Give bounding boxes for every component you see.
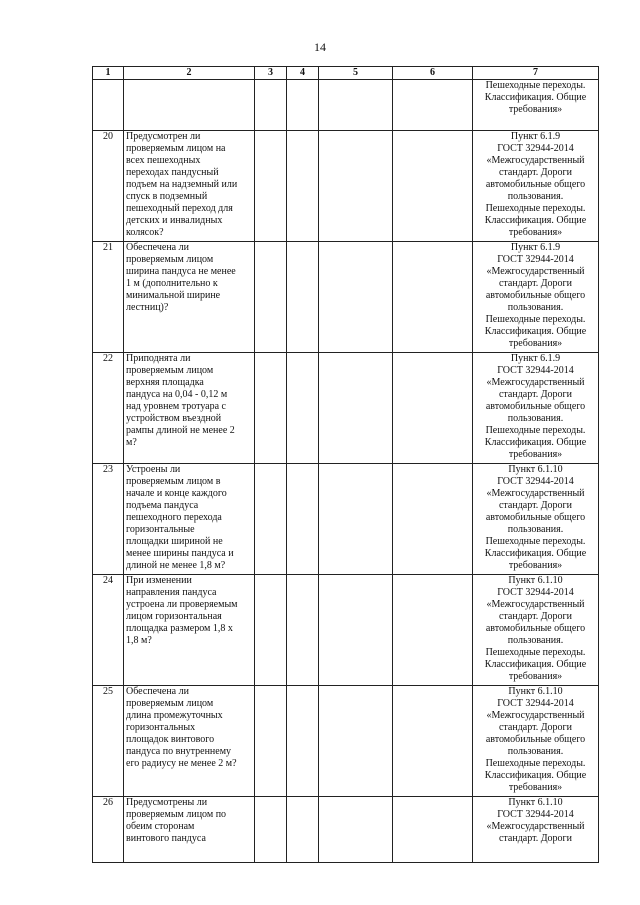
requirement-line: Пешеходные переходы. — [485, 314, 586, 325]
question-line: ширина пандуса не менее — [126, 266, 236, 277]
requirement-line: Пункт 6.1.9 — [510, 131, 561, 142]
question-cell — [124, 464, 255, 575]
question-line: 1 м (дополнительно к — [126, 278, 218, 289]
question-line: всех пешеходных — [126, 155, 201, 166]
requirement-cell — [473, 464, 599, 575]
requirement-line: требования» — [508, 227, 563, 238]
requirement-line: автомобильные общего — [485, 290, 586, 301]
empty-cell — [255, 353, 287, 464]
empty-cell — [319, 686, 393, 797]
table-row — [93, 131, 599, 242]
requirement-line: Классификация. Общие — [484, 548, 587, 559]
question-line: Предусмотрен ли — [126, 131, 201, 142]
requirement-cell — [473, 353, 599, 464]
requirement-line: ГОСТ 32944-2014 — [497, 809, 574, 820]
table-row — [93, 242, 599, 353]
requirement-line: Пункт 6.1.9 — [510, 353, 561, 364]
question-line: рампы длиной не менее 2 — [126, 425, 235, 436]
row-number: 22 — [93, 353, 124, 464]
question-line: При изменении — [126, 575, 192, 586]
requirement-line: требования» — [508, 782, 563, 793]
requirement-line: Классификация. Общие — [484, 770, 587, 781]
empty-cell — [287, 80, 319, 131]
question-line: Обеспечена ли — [126, 686, 189, 697]
empty-cell — [319, 575, 393, 686]
question-line: длиной не менее 1,8 м? — [126, 560, 226, 571]
requirement-line: Классификация. Общие — [484, 437, 587, 448]
requirement-line: пользования. — [507, 746, 564, 757]
header-cell: 3 — [255, 67, 287, 80]
question-cell — [124, 80, 255, 131]
requirement-line: требования» — [508, 338, 563, 349]
requirement-line: «Межгосударственный — [486, 821, 585, 832]
requirement-line: ГОСТ 32944-2014 — [497, 476, 574, 487]
empty-cell — [393, 131, 473, 242]
empty-cell — [287, 131, 319, 242]
question-line: площадок винтового — [126, 734, 215, 745]
table-row — [93, 797, 599, 863]
requirement-cell — [473, 80, 599, 131]
row-number: 24 — [93, 575, 124, 686]
requirement-line: стандарт. Дороги — [498, 833, 572, 844]
empty-cell — [393, 575, 473, 686]
question-cell — [124, 131, 255, 242]
question-cell — [124, 242, 255, 353]
question-line: подъем на надземный или — [126, 179, 238, 190]
empty-cell — [287, 575, 319, 686]
question-line: проверяемым лицом в — [126, 476, 221, 487]
requirement-line: «Межгосударственный — [486, 155, 585, 166]
empty-cell — [287, 797, 319, 863]
requirement-line: требования» — [508, 560, 563, 571]
question-line: Предусмотрены ли — [126, 797, 208, 808]
question-line: подъема пандуса — [126, 500, 199, 511]
empty-cell — [255, 797, 287, 863]
header-cell: 2 — [124, 67, 255, 80]
question-line: пандуса по внутреннему — [126, 746, 232, 757]
header-cell: 1 — [93, 67, 124, 80]
requirement-line: пользования. — [507, 413, 564, 424]
requirement-line: Классификация. Общие — [484, 326, 587, 337]
requirement-line: автомобильные общего — [485, 623, 586, 634]
empty-cell — [255, 242, 287, 353]
requirement-line: стандарт. Дороги — [498, 722, 572, 733]
empty-cell — [393, 80, 473, 131]
empty-cell — [319, 797, 393, 863]
requirement-line: Пункт 6.1.10 — [508, 686, 563, 697]
question-line: над уровнем тротуара с — [126, 401, 226, 412]
requirement-line: ГОСТ 32944-2014 — [497, 254, 574, 265]
question-line: Устроены ли — [126, 464, 181, 475]
empty-cell — [319, 80, 393, 131]
empty-cell — [255, 686, 287, 797]
checklist-table — [92, 66, 599, 863]
question-line: спуск в подземный — [126, 191, 208, 202]
empty-cell — [287, 686, 319, 797]
requirement-cell — [473, 797, 599, 863]
requirement-line: ГОСТ 32944-2014 — [497, 143, 574, 154]
requirement-line: пользования. — [507, 524, 564, 535]
requirement-line: Пешеходные переходы. — [485, 536, 586, 547]
requirement-line: требования» — [508, 671, 563, 682]
header-cell: 4 — [287, 67, 319, 80]
row-number: 25 — [93, 686, 124, 797]
row-number: 21 — [93, 242, 124, 353]
question-cell — [124, 353, 255, 464]
empty-cell — [255, 575, 287, 686]
empty-cell — [255, 131, 287, 242]
question-line: начале и конце каждого — [126, 488, 227, 499]
question-line: площадка размером 1,8 х — [126, 623, 233, 634]
question-line: пешеходный переход для — [126, 203, 233, 214]
requirement-line: стандарт. Дороги — [498, 278, 572, 289]
requirement-line: «Межгосударственный — [486, 599, 585, 610]
row-number: 20 — [93, 131, 124, 242]
requirement-line: Пешеходные переходы. — [485, 80, 586, 91]
question-line: устройством въездной — [126, 413, 222, 424]
question-line: устроена ли проверяемым — [126, 599, 238, 610]
question-line: проверяемым лицом по — [126, 809, 227, 820]
requirement-line: стандарт. Дороги — [498, 500, 572, 511]
requirement-line: Пункт 6.1.9 — [510, 242, 561, 253]
empty-cell — [393, 797, 473, 863]
question-line: винтового пандуса — [126, 833, 206, 844]
row-number: 26 — [93, 797, 124, 863]
requirement-line: пользования. — [507, 635, 564, 646]
question-line: м? — [126, 437, 137, 448]
question-cell — [124, 686, 255, 797]
requirement-line: пользования. — [507, 191, 564, 202]
row-number: 23 — [93, 464, 124, 575]
question-line: горизонтальные — [126, 524, 195, 535]
empty-cell — [319, 131, 393, 242]
empty-cell — [287, 242, 319, 353]
empty-cell — [319, 242, 393, 353]
question-line: его радиусу не менее 2 м? — [126, 758, 237, 769]
question-line: пандуса на 0,04 - 0,12 м — [126, 389, 228, 400]
requirement-line: Пешеходные переходы. — [485, 425, 586, 436]
row-number — [93, 80, 124, 131]
question-line: обеим сторонам — [126, 821, 195, 832]
empty-cell — [393, 464, 473, 575]
requirement-line: «Межгосударственный — [486, 377, 585, 388]
question-line: колясок? — [126, 227, 164, 238]
requirement-line: Классификация. Общие — [484, 659, 587, 670]
requirement-line: Пункт 6.1.10 — [508, 464, 563, 475]
requirement-line: автомобильные общего — [485, 401, 586, 412]
requirement-line: ГОСТ 32944-2014 — [497, 365, 574, 376]
requirement-line: стандарт. Дороги — [498, 167, 572, 178]
requirement-line: автомобильные общего — [485, 512, 586, 523]
question-line: 1,8 м? — [126, 635, 152, 646]
question-line: минимальной ширине — [126, 290, 221, 301]
question-line: лестниц)? — [126, 302, 169, 313]
requirement-line: автомобильные общего — [485, 179, 586, 190]
requirement-cell — [473, 131, 599, 242]
empty-cell — [319, 353, 393, 464]
requirement-line: «Межгосударственный — [486, 488, 585, 499]
question-line: лицом горизонтальная — [126, 611, 222, 622]
requirement-line: требования» — [508, 104, 563, 115]
empty-cell — [393, 686, 473, 797]
requirement-line: ГОСТ 32944-2014 — [497, 587, 574, 598]
empty-cell — [319, 464, 393, 575]
header-cell: 6 — [393, 67, 473, 80]
requirement-cell — [473, 242, 599, 353]
question-line: пешеходного перехода — [126, 512, 222, 523]
requirement-cell — [473, 686, 599, 797]
header-row — [93, 67, 599, 80]
requirement-line: пользования. — [507, 302, 564, 313]
question-line: горизонтальных — [126, 722, 196, 733]
requirement-line: Пункт 6.1.10 — [508, 797, 563, 808]
table-row — [93, 353, 599, 464]
requirement-line: «Межгосударственный — [486, 710, 585, 721]
requirement-line: ГОСТ 32944-2014 — [497, 698, 574, 709]
question-line: длина промежуточных — [126, 710, 223, 721]
requirement-line: стандарт. Дороги — [498, 389, 572, 400]
empty-cell — [255, 80, 287, 131]
requirement-line: Пешеходные переходы. — [485, 758, 586, 769]
question-line: менее ширины пандуса и — [126, 548, 234, 559]
requirement-line: «Межгосударственный — [486, 266, 585, 277]
requirement-line: Классификация. Общие — [484, 92, 587, 103]
empty-cell — [393, 242, 473, 353]
empty-cell — [287, 464, 319, 575]
question-line: верхняя площадка — [126, 377, 204, 388]
question-cell — [124, 797, 255, 863]
question-line: площадки шириной не — [126, 536, 223, 547]
requirement-line: Пункт 6.1.10 — [508, 575, 563, 586]
requirement-line: Пешеходные переходы. — [485, 647, 586, 658]
header-cell: 5 — [319, 67, 393, 80]
question-line: детских и инвалидных — [126, 215, 223, 226]
question-cell — [124, 575, 255, 686]
question-line: проверяемым лицом — [126, 698, 214, 709]
requirement-line: автомобильные общего — [485, 734, 586, 745]
question-line: проверяемым лицом — [126, 365, 214, 376]
continuation-row — [93, 80, 599, 131]
requirement-cell — [473, 575, 599, 686]
empty-cell — [393, 353, 473, 464]
page-number: 14 — [314, 40, 326, 54]
requirement-line: Пешеходные переходы. — [485, 203, 586, 214]
table-row — [93, 575, 599, 686]
question-line: переходах пандусный — [126, 167, 219, 178]
question-line: направления пандуса — [126, 587, 217, 598]
requirement-line: стандарт. Дороги — [498, 611, 572, 622]
table-row — [93, 464, 599, 575]
requirement-line: Классификация. Общие — [484, 215, 587, 226]
requirement-line: требования» — [508, 449, 563, 460]
table-row — [93, 686, 599, 797]
header-cell: 7 — [473, 67, 599, 80]
question-line: Приподнята ли — [126, 353, 191, 364]
question-line: проверяемым лицом — [126, 254, 214, 265]
empty-cell — [287, 353, 319, 464]
empty-cell — [255, 464, 287, 575]
question-line: Обеспечена ли — [126, 242, 189, 253]
question-line: проверяемым лицом на — [126, 143, 226, 154]
